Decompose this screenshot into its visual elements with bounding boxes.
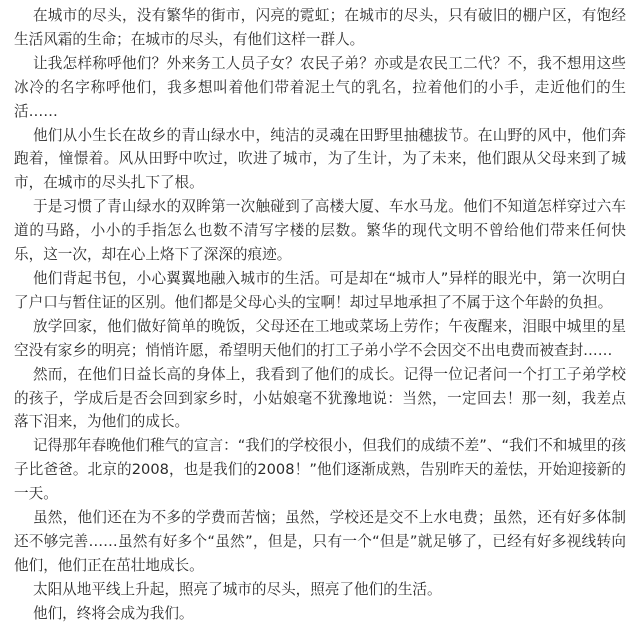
paragraph-8: 记得那年春晚他们稚气的宣言：“我们的学校很小，但我们的成绩不差”、“我们不和城里的孩子比爸爸。北京的2008，也是我们的2008！”他们逐渐成熟，告别昨天的羞怯，开始迎接新的一天。 — [14, 437, 626, 503]
paragraph-2: 让我怎样称呼他们？外来务工人员子女？农民子弟？亦或是农民工二代？不，我不想用这些冰冷的名字称呼他们，我多想叫着他们带着泥土气的乳名，拉着他们的小手，走近他们的生活…… — [14, 54, 626, 120]
paragraph-10: 太阳从地平线上升起，照亮了城市的尽头，照亮了他们的生活。 — [32, 580, 442, 598]
paragraph-9: 虽然，他们还在为不多的学费而苦恼；虽然，学校还是交不上水电费；虽然，还有好多体制还不够完善……虽然有好多个“虽然”，但是，只有一个“但是”就足够了，已经有好多视线转向他们，他们正在茁壮地成长。 — [14, 509, 626, 574]
paragraph-11: 他们，终将会成为我们。 — [32, 604, 194, 622]
paragraph-5: 他们背起书包，小心翼翼地融入城市的生活。可是却在“城市人”异样的眼光中，第一次明白了户口与暂住证的区别。他们都是父母心头的宝啊！却过早地承担了不属于这个年龄的负担。 — [14, 269, 626, 311]
paragraph-1: 在城市的尽头，没有繁华的街市，闪亮的霓虹；在城市的尽头，只有破旧的棚户区，有饱经生活风霜的生命；在城市的尽头，有他们这样一群人。 — [14, 7, 626, 48]
paragraph-3: 他们从小生长在故乡的青山绿水中，纯洁的灵魂在田野里抽穗拔节。在山野的风中，他们奔跑着，憧憬着。风从田野中吹过，吹进了城市，为了生计，为了未来，他们跟从父母来到了城市，在城市的尽头扎下了根。 — [14, 126, 626, 192]
paragraph-4: 于是习惯了青山绿水的双眸第一次触碰到了高楼大厦、车水马龙。他们不知道怎样穿过六车道的马路，小小的手指怎么也数不清写字楼的层数。繁华的现代文明不曾给他们带来任何快乐，这一次，却在心上烙下了深深的痕迹。 — [14, 198, 626, 264]
paragraph-7: 然而，在他们日益长高的身体上，我看到了他们的成长。记得一位记者问一个打工子弟学校的孩子，学成后是否会回到家乡时，小姑娘毫不犹豫地说：当然，一定回去！那一刻，我差点落下泪来，为他们的成长。 — [14, 365, 626, 431]
paragraph-6: 放学回家，他们做好简单的晚饭，父母还在工地或菜场上劳作；午夜醒来，泪眼中城里的星空没有家乡的明亮；悄悄许愿，希望明天他们的打工子弟小学不会因交不出电费而被查封…… — [14, 317, 626, 359]
